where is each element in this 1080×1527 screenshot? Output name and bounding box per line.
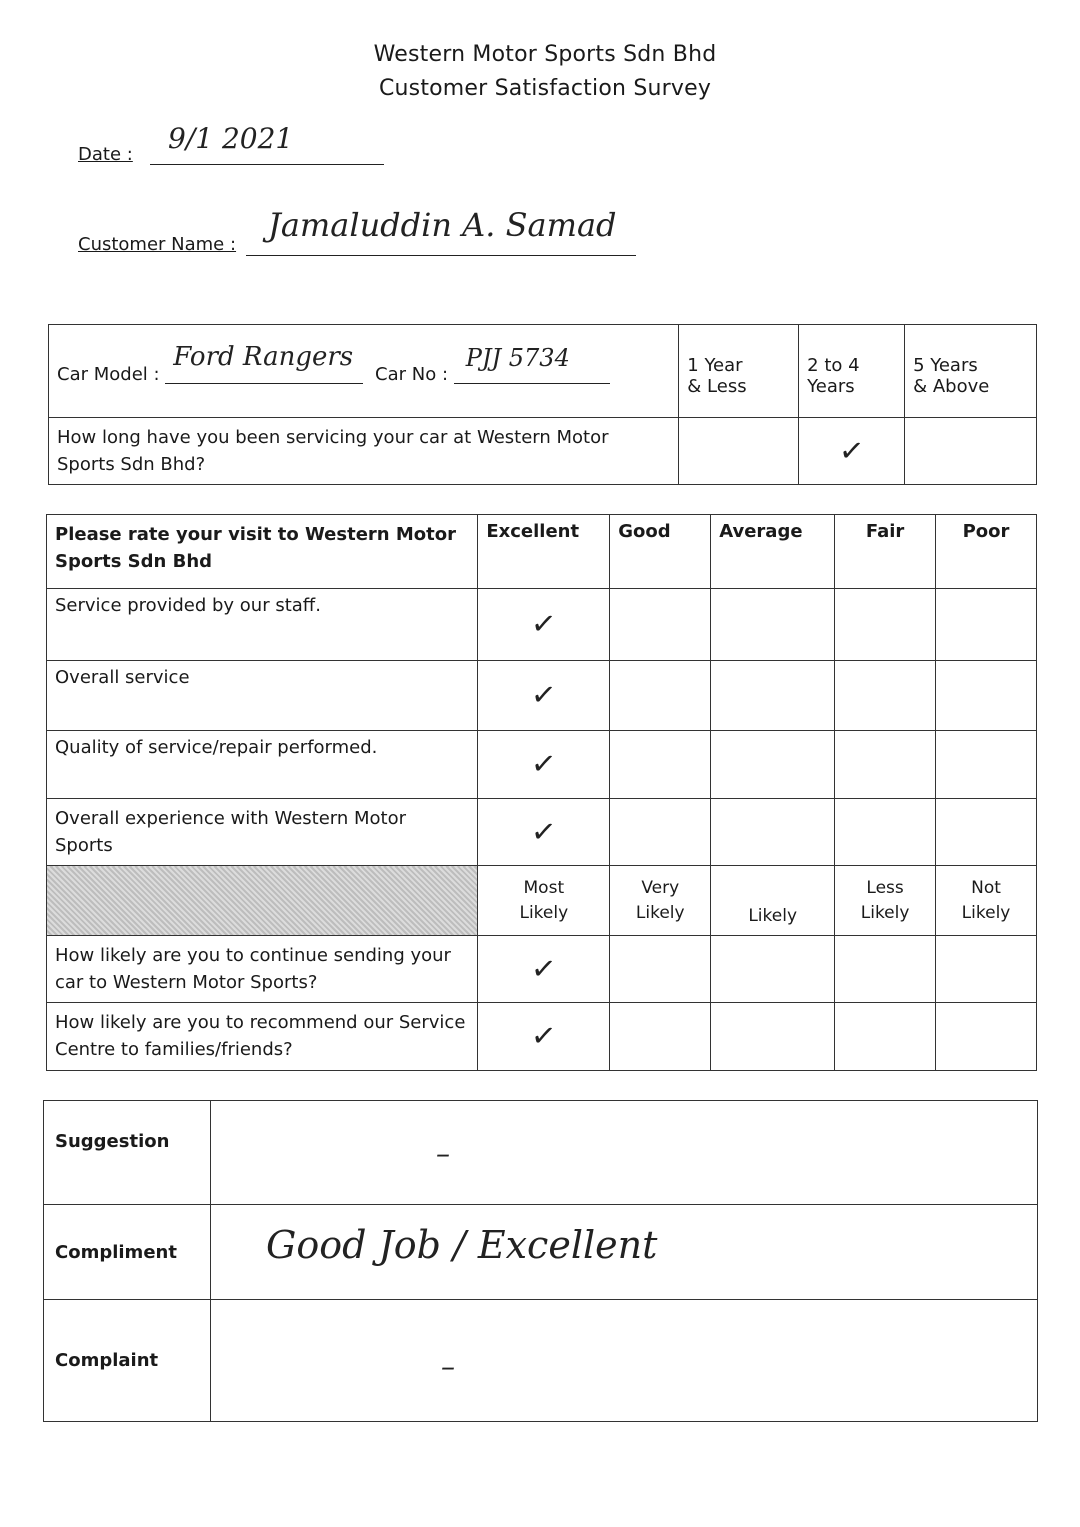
checkmark-icon: ✓ [529, 950, 559, 988]
servicing-duration-question: How long have you been servicing your car at Western Motor Sports Sdn Bhd? [49, 418, 679, 485]
survey-title: Customer Satisfaction Survey [378, 76, 712, 101]
col-fair: Fair [835, 515, 936, 589]
likely-cell[interactable] [711, 1003, 835, 1071]
date-value[interactable]: 9/1 2021 [168, 122, 294, 155]
rating-poor-cell[interactable] [936, 731, 1037, 799]
col-excellent: Excellent [478, 515, 610, 589]
checkmark-icon: ✓ [529, 676, 559, 715]
col-very-likely: Very Likely [610, 866, 711, 936]
rating-fair-cell[interactable] [835, 589, 936, 661]
company-title: Western Motor Sports Sdn Bhd [373, 42, 717, 67]
likely-most-cell[interactable] [478, 1003, 610, 1071]
car-model-label: Car Model : [57, 363, 160, 385]
compliment-label: Compliment [44, 1205, 211, 1300]
likely-not-cell[interactable] [936, 936, 1037, 1003]
row-label-staff-service: Service provided by our staff. [47, 589, 478, 661]
date-line [150, 164, 384, 165]
row-label-recommend: How likely are you to recommend our Service Centre to families/friends? [47, 1003, 478, 1071]
col-likely: Likely [711, 866, 835, 936]
compliment-field[interactable] [210, 1205, 1037, 1300]
checkmark-icon: ✓ [529, 605, 559, 644]
complaint-field[interactable] [210, 1300, 1037, 1422]
row-label-overall-service: Overall service [47, 661, 478, 731]
rating-good-cell[interactable] [610, 799, 711, 866]
checkmark-icon: ✓ [529, 1017, 559, 1056]
checkmark-icon: ✓ [529, 745, 559, 784]
likely-less-cell[interactable] [835, 1003, 936, 1071]
rating-excellent-cell[interactable] [478, 589, 610, 661]
car-no-value[interactable]: PJJ 5734 [465, 343, 570, 372]
rating-fair-cell[interactable] [835, 731, 936, 799]
customer-name-label: Customer Name : [78, 234, 237, 255]
compliment-value: Good Job / Excellent [265, 1223, 658, 1267]
rating-good-cell[interactable] [610, 589, 711, 661]
car-table [48, 324, 1037, 485]
rating-good-cell[interactable] [610, 731, 711, 799]
col-good: Good [610, 515, 711, 589]
suggestion-value: – [435, 1137, 450, 1170]
rating-poor-cell[interactable] [936, 799, 1037, 866]
answer-1-year-less[interactable] [679, 418, 799, 485]
rating-average-cell[interactable] [711, 731, 835, 799]
car-no-line [454, 343, 610, 384]
row-label-quality: Quality of service/repair performed. [47, 731, 478, 799]
checkmark-icon: ✓ [529, 813, 559, 851]
car-info-cell [49, 325, 679, 418]
checkmark-icon: ✓ [837, 432, 866, 470]
col-not-likely: Not Likely [936, 866, 1037, 936]
suggestion-label: Suggestion [44, 1101, 211, 1205]
likely-less-cell[interactable] [835, 936, 936, 1003]
complaint-label: Complaint [44, 1300, 211, 1422]
col-1-year-less: 1 Year & Less [679, 325, 799, 418]
car-model-line [165, 341, 363, 384]
rating-good-cell[interactable] [610, 661, 711, 731]
likely-most-cell[interactable] [478, 936, 610, 1003]
col-average: Average [711, 515, 835, 589]
rating-title: Please rate your visit to Western Motor Sports Sdn Bhd [47, 515, 478, 589]
answer-2-to-4-years[interactable] [799, 418, 905, 485]
rating-average-cell[interactable] [711, 799, 835, 866]
col-most-likely: Most Likely [478, 866, 610, 936]
rating-poor-cell[interactable] [936, 589, 1037, 661]
car-model-value[interactable]: Ford Rangers [173, 341, 354, 372]
rating-excellent-cell[interactable] [478, 731, 610, 799]
rating-excellent-cell[interactable] [478, 799, 610, 866]
likely-cell[interactable] [711, 936, 835, 1003]
col-5-years-above: 5 Years & Above [905, 325, 1037, 418]
likely-very-cell[interactable] [610, 936, 711, 1003]
rating-average-cell[interactable] [711, 661, 835, 731]
rating-poor-cell[interactable] [936, 661, 1037, 731]
answer-5-years-above[interactable] [905, 418, 1037, 485]
rating-fair-cell[interactable] [835, 661, 936, 731]
customer-name-value[interactable]: Jamaluddin A. Samad [268, 206, 617, 244]
rating-excellent-cell[interactable] [478, 661, 610, 731]
complaint-value: – [440, 1350, 455, 1383]
rating-average-cell[interactable] [711, 589, 835, 661]
feedback-table [43, 1100, 1038, 1422]
customer-name-line [246, 255, 636, 256]
shaded-cell [47, 866, 478, 936]
row-label-overall-experience: Overall experience with Western Motor Sports [47, 799, 478, 866]
col-2-to-4-years: 2 to 4 Years [799, 325, 905, 418]
likely-very-cell[interactable] [610, 1003, 711, 1071]
date-label: Date : [78, 144, 133, 165]
row-label-continue-sending: How likely are you to continue sending your car to Western Motor Sports? [47, 936, 478, 1003]
car-no-label: Car No : [375, 363, 449, 385]
rating-table [46, 514, 1037, 1071]
col-less-likely: Less Likely [835, 866, 936, 936]
likely-not-cell[interactable] [936, 1003, 1037, 1071]
col-poor: Poor [936, 515, 1037, 589]
suggestion-field[interactable] [210, 1101, 1037, 1205]
rating-fair-cell[interactable] [835, 799, 936, 866]
